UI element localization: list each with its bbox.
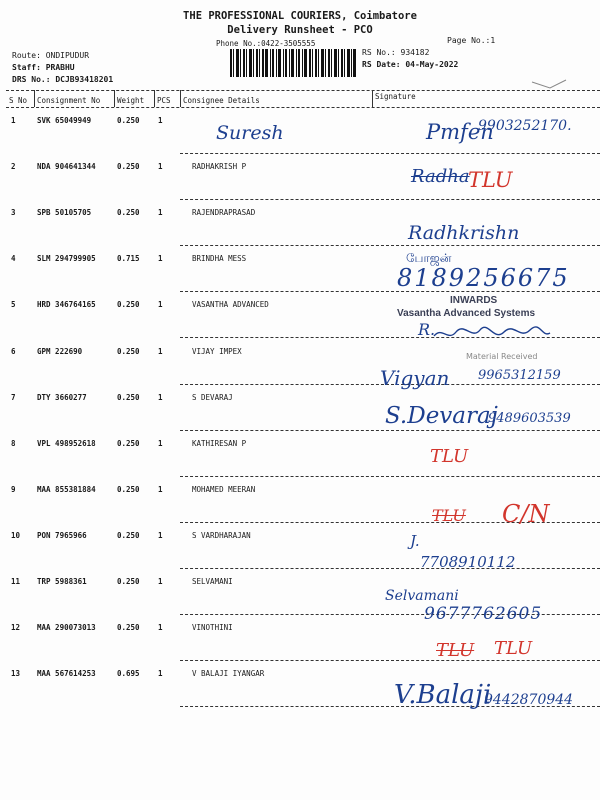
row-sno: 2 xyxy=(11,162,16,171)
row-consignee: S VARDHARAJAN xyxy=(192,531,251,540)
column-divider xyxy=(34,90,35,107)
route-label: Route: ONDIPUDUR xyxy=(12,51,90,60)
pen-stroke xyxy=(530,78,570,92)
handwritten-phone: 7708910112 xyxy=(420,553,516,571)
handwritten-signature: V.Balaji xyxy=(394,680,492,710)
row-consignee: SELVAMANI xyxy=(192,577,233,586)
row-divider xyxy=(180,476,600,477)
row-consignee: RADHAKRISH P xyxy=(192,162,247,171)
row-consignee: S DEVARAJ xyxy=(192,393,233,402)
row-consignment: PON 7965966 xyxy=(37,531,87,540)
row-pcs: 1 xyxy=(158,116,163,125)
row-sno: 6 xyxy=(11,347,16,356)
column-header-consignment: Consignment No xyxy=(37,96,101,105)
row-sno: 3 xyxy=(11,208,16,217)
row-pcs: 1 xyxy=(158,208,163,217)
row-consignee: VASANTHA ADVANCED xyxy=(192,300,269,309)
row-weight: 0.250 xyxy=(117,162,140,171)
struck-mark: TLU xyxy=(432,506,466,525)
handwritten-phone: 9677762605 xyxy=(424,604,543,624)
barcode-image xyxy=(230,49,356,77)
row-pcs: 1 xyxy=(158,393,163,402)
row-weight: 0.250 xyxy=(117,208,140,217)
row-consignee: VINOTHINI xyxy=(192,623,233,632)
handwritten-phone: 9903252170. xyxy=(478,118,572,134)
row-pcs: 1 xyxy=(158,439,163,448)
row-consignment: NDA 904641344 xyxy=(37,162,96,171)
row-consignment: SVK 65049949 xyxy=(37,116,92,125)
column-divider xyxy=(372,90,373,107)
row-sno: 13 xyxy=(11,669,21,678)
column-header-signature: Signature xyxy=(375,92,416,101)
row-sno: 5 xyxy=(11,300,16,309)
row-sno: 4 xyxy=(11,254,16,263)
row-consignee: VIJAY IMPEX xyxy=(192,347,242,356)
row-sno: 1 xyxy=(11,116,16,125)
handwritten-tlu-mark: TLU xyxy=(468,168,513,192)
row-pcs: 1 xyxy=(158,531,163,540)
row-pcs: 1 xyxy=(158,254,163,263)
row-sno: 8 xyxy=(11,439,16,448)
column-header-weight: Weight xyxy=(117,96,145,105)
row-weight: 0.250 xyxy=(117,347,140,356)
runsheet-title: Delivery Runsheet - PCO xyxy=(227,24,373,36)
row-consignment: MAA 567614253 xyxy=(37,669,96,678)
row-weight: 0.250 xyxy=(117,485,140,494)
header-rule-top xyxy=(6,90,600,91)
row-sno: 9 xyxy=(11,485,16,494)
row-consignee: MOHAMED MEERAN xyxy=(192,485,256,494)
row-consignment: MAA 855381884 xyxy=(37,485,96,494)
row-pcs: 1 xyxy=(158,485,163,494)
row-pcs: 1 xyxy=(158,347,163,356)
row-divider xyxy=(180,660,600,661)
row-weight: 0.250 xyxy=(117,300,140,309)
row-pcs: 1 xyxy=(158,623,163,632)
handwritten-tlu-mark: TLU xyxy=(494,638,533,659)
row-divider xyxy=(180,245,600,246)
row-consignment: MAA 290073013 xyxy=(37,623,96,632)
handwritten-signature: J. xyxy=(410,532,420,550)
handwritten-signature: Selvamani xyxy=(385,588,459,604)
struck-mark: TLU xyxy=(436,640,475,661)
row-consignment: HRD 346764165 xyxy=(37,300,96,309)
stamp-material-received: Material Received xyxy=(466,352,538,361)
row-consignment: VPL 498952618 xyxy=(37,439,96,448)
row-consignee: BRINDHA MESS xyxy=(192,254,247,263)
staff-label: Staff: PRABHU xyxy=(12,63,75,72)
handwritten-tlu-mark: TLU xyxy=(430,446,469,467)
row-consignee: V BALAJI IYANGAR xyxy=(192,669,265,678)
handwritten-name: Suresh xyxy=(216,122,284,144)
row-sno: 7 xyxy=(11,393,16,402)
handwritten-signature: Vigyan xyxy=(380,366,450,390)
row-sno: 12 xyxy=(11,623,21,632)
drs-number: DRS No.: DCJB93418201 xyxy=(12,75,114,84)
rs-date: RS Date: 04-May-2022 xyxy=(362,60,459,69)
header-rule-bottom xyxy=(6,107,600,108)
row-consignment: SPB 50105705 xyxy=(37,208,92,217)
column-divider xyxy=(114,90,115,107)
handwritten-signature: Pmfen xyxy=(426,120,494,144)
row-divider xyxy=(180,153,600,154)
row-weight: 0.250 xyxy=(117,531,140,540)
row-divider xyxy=(180,430,600,431)
row-consignment: SLM 294799905 xyxy=(37,254,96,263)
row-sno: 10 xyxy=(11,531,21,540)
stamp-title: INWARDS xyxy=(450,295,498,306)
row-consignee: KATHIRESAN P xyxy=(192,439,247,448)
handwritten-phone: 9442870944 xyxy=(484,692,574,708)
row-divider xyxy=(180,199,600,200)
column-divider xyxy=(154,90,155,107)
row-pcs: 1 xyxy=(158,300,163,309)
row-pcs: 1 xyxy=(158,669,163,678)
handwritten-signature: S.Devaraj xyxy=(385,403,498,429)
company-name: THE PROFESSIONAL COURIERS, Coimbatore xyxy=(183,10,417,22)
stamp-signature-scribble xyxy=(432,324,552,344)
stamp-signature: R. xyxy=(418,320,436,339)
row-weight: 0.250 xyxy=(117,577,140,586)
handwritten-signature: Radhkrishn xyxy=(408,222,520,244)
row-consignment: GPM 222690 xyxy=(37,347,83,356)
handwritten-phone: 9489603539 xyxy=(488,411,571,426)
row-pcs: 1 xyxy=(158,577,163,586)
stamp-company: Vasantha Advanced Systems xyxy=(397,308,536,319)
struck-signature: Radha xyxy=(411,166,470,187)
row-consignment: DTY 3660277 xyxy=(37,393,87,402)
row-pcs: 1 xyxy=(158,162,163,171)
row-consignment: TRP 5988361 xyxy=(37,577,87,586)
row-weight: 0.250 xyxy=(117,116,140,125)
handwritten-phone: 8189256675 xyxy=(397,264,570,292)
row-weight: 0.250 xyxy=(117,623,140,632)
row-weight: 0.250 xyxy=(117,393,140,402)
column-header-consignee: Consignee Details xyxy=(183,96,260,105)
phone-number: Phone No.:0422-3505555 xyxy=(216,39,316,48)
row-consignee: RAJENDRAPRASAD xyxy=(192,208,256,217)
column-divider xyxy=(180,90,181,107)
row-weight: 0.715 xyxy=(117,254,140,263)
row-sno: 11 xyxy=(11,577,21,586)
row-divider xyxy=(180,568,600,569)
row-weight: 0.695 xyxy=(117,669,140,678)
column-header-pcs: PCS xyxy=(157,96,171,105)
row-weight: 0.250 xyxy=(117,439,140,448)
handwritten-tamil-name: போஜன் xyxy=(406,251,452,265)
handwritten-cn-mark: C/N xyxy=(502,500,550,528)
rs-number: RS No.: 934182 xyxy=(362,48,430,57)
page-number: Page No.:1 xyxy=(447,36,496,45)
column-header-sno: S No xyxy=(9,96,28,105)
handwritten-phone: 9965312159 xyxy=(478,368,561,383)
